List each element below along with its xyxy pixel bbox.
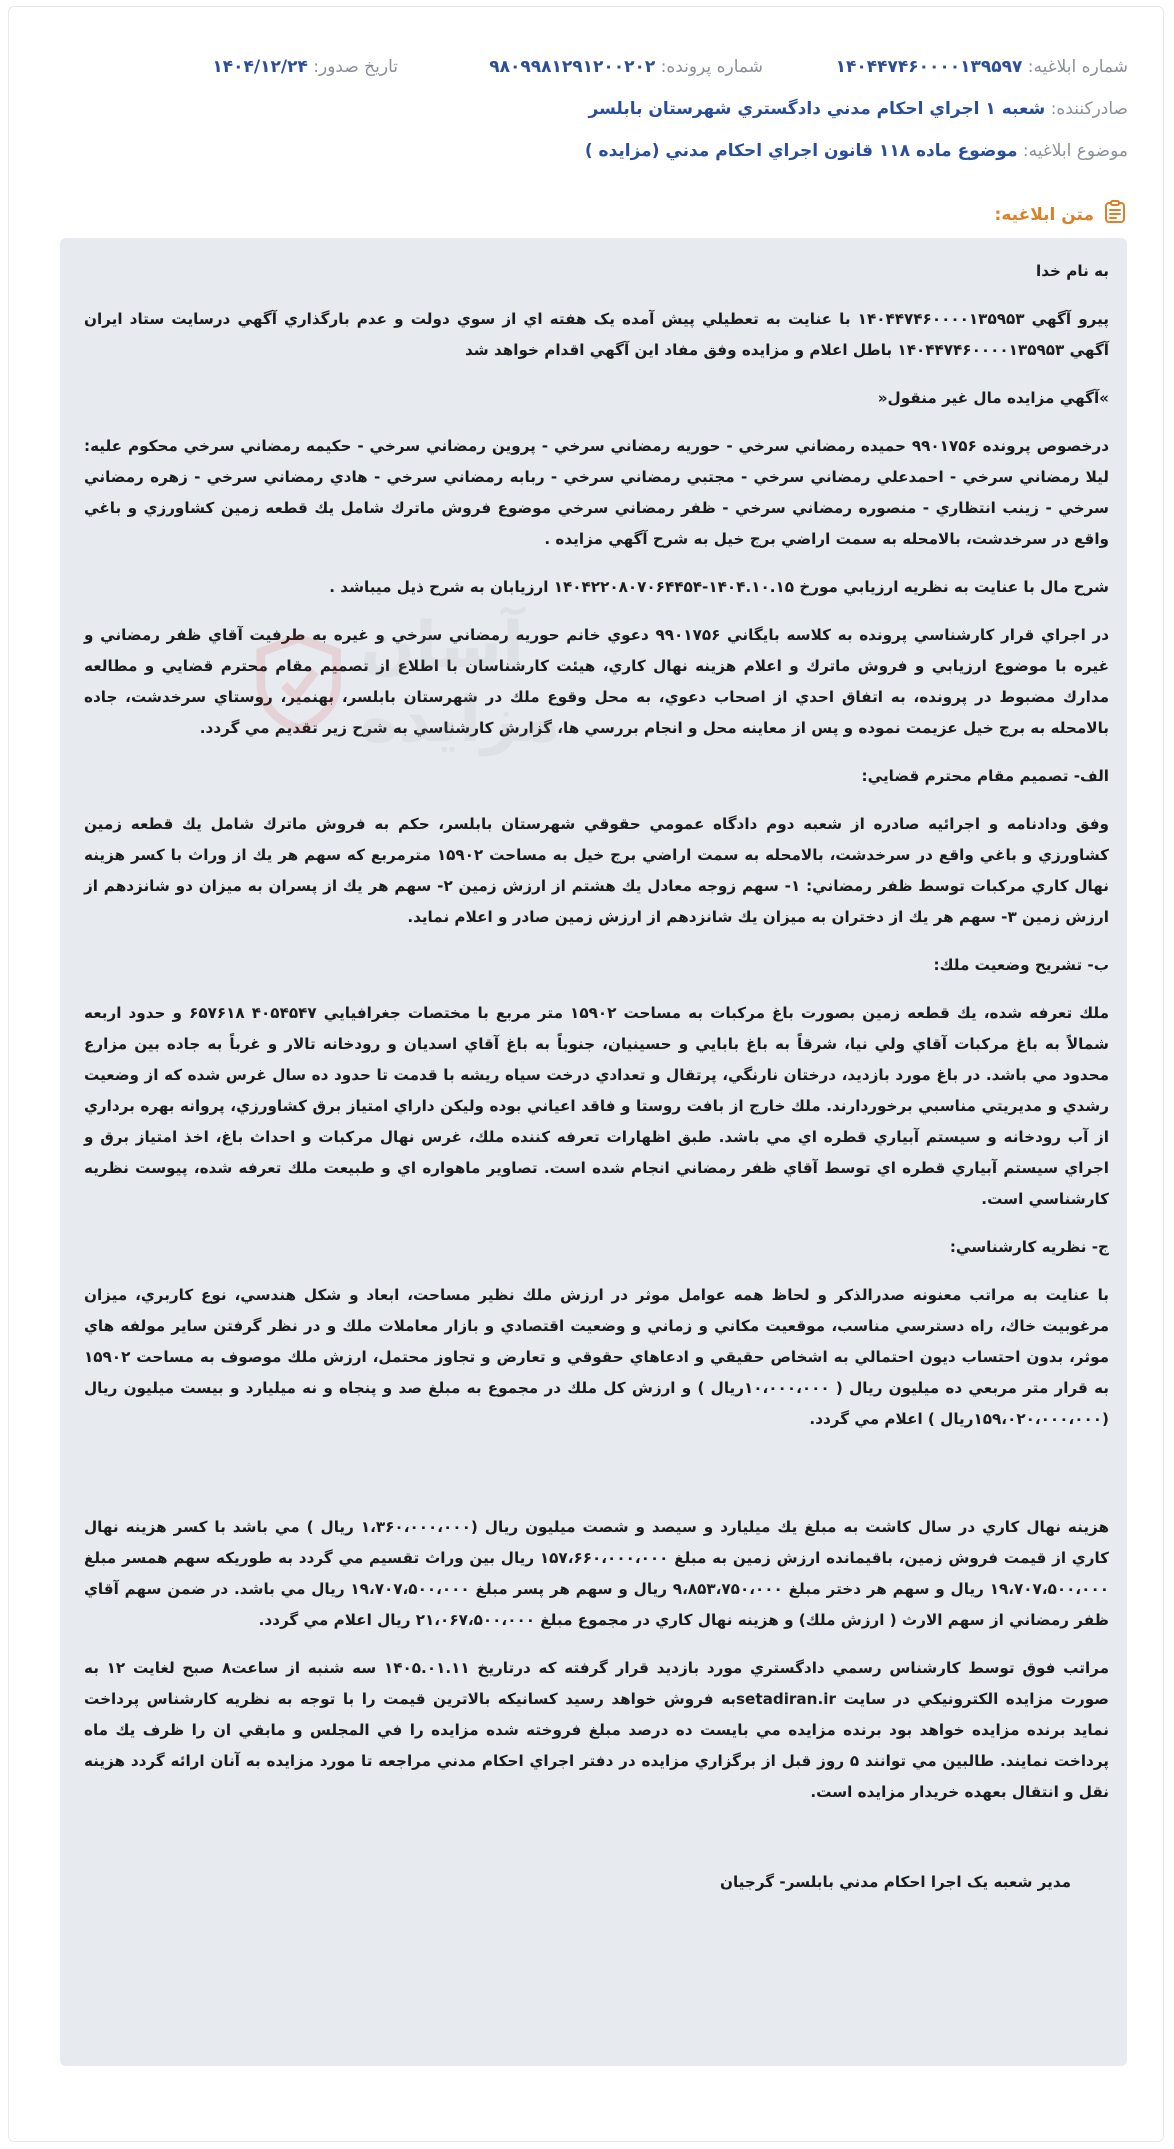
heading-property-description: ب- تشريح وضعيت ملك: <box>933 956 1109 974</box>
signature-line: مدير شعبه يک اجرا احکام مدني بابلسر- گرجيان <box>720 1873 1071 1891</box>
issue-date-value: ۱۴۰۴/۱۲/۲۴ <box>212 57 308 77</box>
watermark-text: آسان مزایده <box>360 609 561 757</box>
heading-judicial-decision: الف- تصميم مقام محترم قضايي: <box>861 767 1109 785</box>
subject-row: موضوع ابلاغيه: موضوع ماده ۱۱۸ قانون اجراي احکام مدني (مزايده ) <box>584 141 1128 161</box>
paragraph-intro: پيرو آگهي ۱۴۰۴۴۷۴۶۰۰۰۰۱۳۵۹۵۳ با عنايت به تعطيلي پيش آمده يک هفته اي از سوي دولت و عدم بارگذاري آگهي درسايت ستاد ايران آگهي ۱۴۰۴۴۷۴۶۰۰۰۰۱۳۵۹۵۳ باطل اعلام و مزايده وفق مفاد اين آگهي اقدام خواهد شد <box>84 310 1109 359</box>
notice-number-value: ۱۴۰۴۴۷۴۶۰۰۰۰۱۳۹۵۹۷ <box>835 57 1023 77</box>
blank-gap-2 <box>84 1825 1109 1867</box>
case-number-value: ۹۸۰۹۹۸۱۲۹۱۲۰۰۲۰۲ <box>489 57 656 77</box>
heading-expert-opinion: ج- نظريه كارشناسي: <box>949 1238 1109 1256</box>
paragraph-planting-cost: هزينه نهال كاري در سال كاشت به مبلغ يك ميليارد و سيصد و شصت ميليون ريال (۱،۳۶۰،۰۰۰،۰۰۰ ريال ) مي باشد با كسر هزينه نهال كاري از قيمت فروش زمين، باقيمانده ارزش زمين به مبلغ ۱۵۷،۶۶۰،۰۰۰،۰۰۰ ريال بين وراث تقسيم مي گردد به طوريكه سهم همسر مبلغ ۱۹،۷۰۷،۵۰۰،۰۰۰ ريال و سهم هر دختر مبلغ ۹،۸۵۳،۷۵۰،۰۰۰ ريال و سهم هر پسر مبلغ ۱۹،۷۰۷،۵۰۰،۰۰۰ ريال مي باشد. در ضمن سهم آقاي ظفر رمضاني از سهم الارث ( ارزش ملك) و هزينه نهال كاري در مجموع مبلغ ۲۱،۰۶۷،۵۰۰،۰۰۰ ريال اعلام مي گردد. <box>84 1518 1110 1629</box>
notice-text-icon <box>1102 199 1128 230</box>
paragraph-expert-opinion: با عنايت به مراتب معنونه صدرالذكر و لحاظ همه عوامل موثر در ارزش ملك نظير مساحت، ابعاد و شكل هندسي، نوع كاربري، ميزان مرغوبيت خاك، راه دسترسي مناسب، موقعيت مكاني و زماني و وضعيت اقتصادي و بازار معاملات ملك و در نظر گرفتن ساير مولفه هاي موثر، بدون احتساب ديون احتمالي به اشخاص حقيقي و ادعاهاي حقوقي و تعارض و تجاوز محتمل، ارزش ملك موصوف به مساحت ۱۵۹۰۲ به قرار متر مربعي ده ميليون ريال ( ۱۰،۰۰۰،۰۰۰ريال ) و ارزش كل ملك در مجموع به مبلغ صد و پنجاه و نه ميليارد و بيست ميليون ريال (۱۵۹،۰۲۰،۰۰۰،۰۰۰ريال ) اعلام مي گردد. <box>84 1286 1109 1428</box>
issuer-value: شعبه ۱ اجراي احکام مدني دادگستري شهرستان بابلسر <box>588 99 1046 119</box>
paragraph-auction-terms: مراتب فوق توسط كارشناس رسمي دادگستري مورد بازديد قرار گرفته كه درتاريخ ۱۴۰۵.۰۱.۱۱ سه شنبه از ساعت۸ صبح لغايت ۱۲ به صورت مزايده الكترونيكي در سايت setadiran.irبه فروش خواهد رسيد كسانيكه بالاترين قيمت را با توجه به نظريه كارشناس پرداخت نمايد برنده مزايده خواهد بود برنده مزايده مي بايست ده درصد مبلغ فروخته شده مزايده را في المجلس و مابقي ان را ظرف يك ماه پرداخت نمايند. طالبين مي توانند ۵ روز قبل از برگزاري مزايده در دفتر اجراي احكام مدني مراجعه تا مورد مزايده به آنان ارائه گردد هزينه نقل و انتقال بعهده خريدار مزايده است. <box>84 1659 1109 1801</box>
paragraph-property-description: ملك تعرفه شده، يك قطعه زمين بصورت باغ مركبات به مساحت ۱۵۹۰۲ متر مربع با مختصات جغرافيايي ۴۰۵۴۵۴۷ ۶۵۷۶۱۸ و حدود اربعه شمالاً به باغ مركبات آقاي ولي نيا، شرقاً به باغ بابايي و حسينيان، جنوباً به باغ آقاي اسديان و رودخانه تالار و غرباً به جاده بين مزارع محدود مي باشد. در باغ مورد بازديد، درختان نارنگي، پرتقال و تعدادي درخت سياه ريشه با قدمت تا حدود ده سال غرس شده كه از وضعيت رشدي و مديريتي مناسبي برخوردارند. ملك خارج از بافت روستا و فاقد اعياني بوده وليكن داراي امتياز برق كشاورزي، پروانه بهره برداري از آب رودخانه و سيستم آبياري قطره اي مي باشد. طبق اظهارات تعرفه كننده ملك، غرس نهال مركبات و احداث باغ، اخذ امتياز برق و اجراي سيستم آبياري قطره اي توسط آقاي ظفر رمضاني انجام شده است. تصاوير ماهواره اي و طبيعت ملك تعرفه شده، پيوست نظريه كارشناسي است. <box>84 1004 1109 1208</box>
paragraph-judicial-decision: وفق ودادنامه و اجرائيه صادره از شعبه دوم دادگاه عمومي حقوقي شهرستان بابلسر، حكم به فروش ماترك شامل يك قطعه زمين كشاورزي و باغي واقع در سرخدشت، بالامحله به سمت اراضي برج خيل به مساحت ۱۵۹۰۲ مترمربع كه سهم هر يك از وراث با كسر هزينه نهال كاري مركبات توسط ظفر رمضاني: ۱- سهم زوجه معادل يك هشتم از ارزش زمين ۲- سهم هر يك از پسران به ميزان دو شانزدهم از ارزش زمين ۳- سهم هر يك از دختران به ميزان يك شانزدهم از ارزش زمين صادر و اعلام نمايد. <box>84 815 1110 926</box>
notice-number: شماره ابلاغيه: ۱۴۰۴۴۷۴۶۰۰۰۰۱۳۹۵۹۷ <box>835 57 1128 77</box>
issuer-row: صادرکننده: شعبه ۱ اجراي احکام مدني دادگستري شهرستان بابلسر <box>588 99 1128 119</box>
paragraph-parties: درخصوص پرونده ۹۹۰۱۷۵۶ حميده رمضاني سرخي - حوريه رمضاني سرخي - پروين رمضاني سرخي - حکيمه رمضاني سرخي محکوم عليه: ليلا رمضاني سرخي - احمدعلي رمضاني سرخي - مجتبي رمضاني سرخي - ربابه رمضاني سرخي - هادي رمضاني سرخي - زهره رمضاني سرخي - زينب انتظاري - منصوره رمضاني سرخي - ظفر رمضاني سرخي موضوع فروش ماترك شامل يك قطعه زمين كشاورزي و باغي واقع در سرخدشت، بالامحله به سمت اراضي برج خيل به شرح آگهي مزايده . <box>84 437 1109 548</box>
opening-line: به نام خدا <box>1036 262 1109 280</box>
notice-text-heading: متن ابلاغيه: <box>995 199 1128 230</box>
paragraph-expert-order: در اجراي قرار كارشناسي پرونده به كلاسه بايگاني ۹۹۰۱۷۵۶ دعوي خانم حوريه رمضاني سرخي و غيره به طرفيت آقاي ظفر رمضاني و غيره با موضوع ارزيابي و فروش ماترك و اعلام هزينه نهال كاري، هيئت كارشناسان با اطلاع از تصميم مقام محترم قضايي و مطالعه مدارك مضبوط در پرونده، به اتفاق احدي از اصحاب دعوي، به محل وقوع ملك در شهرستان بابلسر، بهنمير، روستاي سرخدشت، جاده بالامحله به برج خيل عزيمت نموده و پس از معاينه محل و انجام بررسي ها، گزارش كارشناسي به شرح زير تقديم مي گردد. <box>84 626 1109 737</box>
case-number: شماره پرونده: ۹۸۰۹۹۸۱۲۹۱۲۰۰۲۰۲ <box>489 57 763 77</box>
subject-value: موضوع ماده ۱۱۸ قانون اجراي احکام مدني (مزايده ) <box>584 141 1018 161</box>
auction-title: »آگهي مزايده مال غير منقول« <box>877 389 1109 407</box>
notice-text-body <box>60 238 1127 2066</box>
blank-gap <box>84 1452 1109 1512</box>
paragraph-valuation-ref: شرح مال با عنايت به نظريه ارزيابي مورخ ۱۴۰۴.۱۰.۱۵-۱۴۰۴۲۲۰۸۰۷۰۶۴۴۵۴ ارزيابان به شرح ذيل ميباشد . <box>329 578 1109 596</box>
issue-date: تاريخ صدور: ۱۴۰۴/۱۲/۲۴ <box>212 57 398 77</box>
